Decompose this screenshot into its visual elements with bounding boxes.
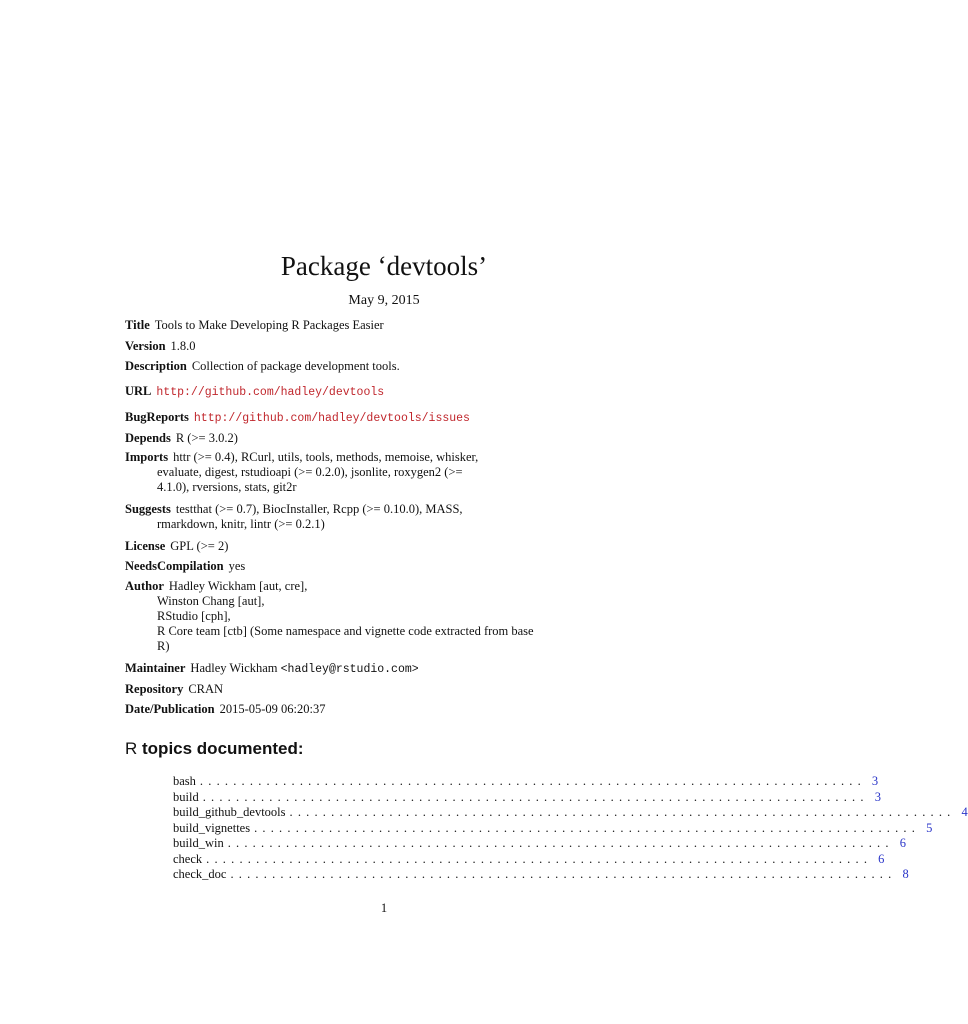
field-value-line: evaluate, digest, rstudioapi (>= 0.2.0), jsonlite, roxygen2 (>=: [157, 465, 463, 479]
toc-leader-dots: ................................................................................: [199, 774, 866, 788]
toc-entry-bash[interactable]: [173, 774, 879, 789]
field-value: 1.8.0: [170, 339, 196, 353]
url-link[interactable]: http://github.com/hadley/devtools: [156, 386, 385, 399]
field-datepublication: [125, 702, 625, 717]
field-needscompilation: [125, 559, 625, 574]
toc-page-link[interactable]: 5: [926, 821, 933, 835]
toc-entry-name: build_win: [173, 836, 224, 850]
toc-page-link[interactable]: 3: [874, 790, 881, 804]
bugreports-link[interactable]: http://github.com/hadley/devtools/issues: [193, 412, 470, 425]
field-value-line: httr (>= 0.4), RCurl, utils, tools, methods, memoise, whisker,: [173, 450, 479, 464]
toc-page-link[interactable]: 8: [902, 867, 909, 881]
field-value-line: testthat (>= 0.7), BiocInstaller, Rcpp (>= 0.10.0), MASS,: [175, 502, 463, 516]
field-key: Depends: [125, 431, 171, 445]
toc-entry-build-github-devtools[interactable]: [173, 805, 968, 820]
field-key: Description: [125, 359, 187, 373]
field-key: Title: [125, 318, 150, 332]
maintainer-email[interactable]: <hadley@rstudio.com>: [280, 663, 419, 676]
field-key: URL: [125, 384, 152, 398]
field-value-line: R): [157, 639, 170, 653]
toc-leader-dots: ................................................................................: [289, 805, 956, 819]
field-key: License: [125, 539, 166, 553]
field-bugreports: [125, 410, 625, 426]
field-value-line: 4.1.0), rversions, stats, git2r: [157, 480, 297, 494]
field-suggests: [125, 502, 625, 532]
field-value-line: Hadley Wickham [aut, cre],: [168, 579, 308, 593]
field-key: Suggests: [125, 502, 171, 516]
field-key: Maintainer: [125, 661, 186, 675]
field-maintainer: [125, 661, 625, 677]
field-license: [125, 539, 625, 554]
toc-entry-name: check_doc: [173, 867, 227, 881]
toc-leader-dots: ................................................................................: [206, 852, 873, 866]
toc-leader-dots: ................................................................................: [202, 790, 869, 804]
toc-entry-name: bash: [173, 774, 196, 788]
field-repository: [125, 682, 625, 697]
toc-page-link[interactable]: 3: [871, 774, 879, 788]
toc-entry-name: check: [173, 852, 203, 866]
field-imports: [125, 450, 625, 495]
r-letter: R: [125, 739, 138, 758]
toc-entry-build[interactable]: [173, 790, 881, 805]
toc-leader-dots: ................................................................................: [227, 836, 894, 850]
page-number: 1: [380, 901, 388, 915]
field-key: Repository: [125, 682, 184, 696]
toc-leader-dots: ................................................................................: [230, 867, 897, 881]
toc-page-link[interactable]: 6: [878, 852, 885, 866]
toc-entry-build-win[interactable]: [173, 836, 906, 851]
field-url: [125, 384, 625, 400]
toc-leader-dots: ................................................................................: [254, 821, 921, 835]
field-key: Version: [125, 339, 166, 353]
field-depends: [125, 431, 625, 446]
toc-entry-name: build_vignettes: [173, 821, 251, 835]
field-title: [125, 318, 625, 333]
toc-page-link[interactable]: 4: [961, 805, 968, 819]
field-value: yes: [228, 559, 246, 573]
field-value-line: R Core team [ctb] (Some namespace and vignette code extracted from base: [157, 624, 534, 638]
field-value: Collection of package development tools.: [191, 359, 400, 373]
topics-heading-text: topics documented:: [142, 739, 304, 758]
toc-entry-check-doc[interactable]: [173, 867, 909, 882]
page-date: May 9, 2015: [348, 293, 420, 308]
maintainer-name: Hadley Wickham: [190, 661, 278, 675]
field-key: NeedsCompilation: [125, 559, 224, 573]
field-key: BugReports: [125, 410, 189, 424]
field-value-line: Winston Chang [aut],: [157, 594, 265, 608]
toc-page-link[interactable]: 6: [899, 836, 906, 850]
toc-entry-check[interactable]: [173, 852, 885, 867]
field-key: Imports: [125, 450, 169, 464]
field-key: Date/Publication: [125, 702, 215, 716]
field-value-line: rmarkdown, knitr, lintr (>= 0.2.1): [157, 517, 325, 531]
field-value-line: RStudio [cph],: [157, 609, 231, 623]
field-version: [125, 339, 625, 354]
field-value: GPL (>= 2): [170, 539, 229, 553]
field-key: Author: [125, 579, 164, 593]
field-value: R (>= 3.0.2): [175, 431, 238, 445]
field-author: [125, 579, 625, 654]
field-description: [125, 359, 625, 374]
page-title: Package ‘devtools’: [280, 251, 488, 281]
toc-entry-build-vignettes[interactable]: [173, 821, 933, 836]
toc-entry-name: build_github_devtools: [173, 805, 286, 819]
topics-heading: [125, 737, 304, 761]
field-value: 2015-05-09 06:20:37: [219, 702, 326, 716]
field-value: CRAN: [188, 682, 224, 696]
toc-entry-name: build: [173, 790, 199, 804]
field-value: Tools to Make Developing R Packages Easier: [154, 318, 384, 332]
